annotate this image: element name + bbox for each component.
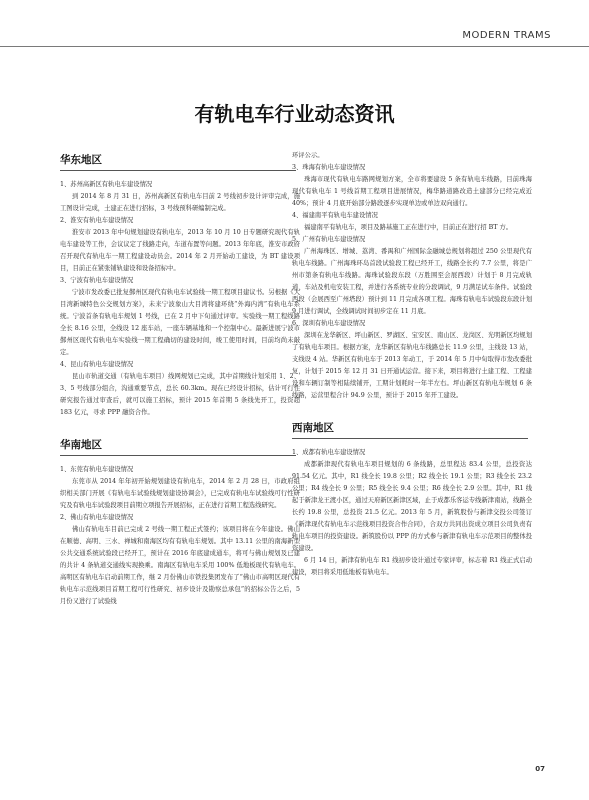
subheading: 3、珠海有轨电车建设情况	[292, 164, 366, 171]
subheading: 2、佛山有轨电车建设情况	[60, 514, 134, 521]
paragraph: 深圳在龙华新区、坪山新区、罗湖区、宝安区、南山区、龙岗区、光明新区均规划了有轨电车项目。根据方案，龙华新区有轨电车线路总长 11.9 公里，主线设 13 站，支线设 4 站。华新区有轨电车于 2013 年动工，于 2014 年 5 月中旬取得市发改委批复，计划于 2015 年 12 月 31 日开通试运营。接下来，项目将进行土建工程、工程建设和车辆订制等相陆续铺开，工期计划耗时一年半左右。坪山新区有轨电车规划 6 条线路，运营里程合计 94.9 公里，预计于 2015 年开工建设。	[292, 332, 532, 399]
paragraph: 佛山有轨电车目前已完成 2 号线一期工程正式签约；该项目将在今年建设。佛山在顺德、高明、三水、禅城和南海区均有有轨电车规划。其中 13.11 公里的南海新型公共交通系统试验段已经开工，预计在 2016 年底建成通车，将可与佛山规划及已建的共计 4 条轨道交通线实现换乘。南海区有轨电车采用 100% 低地板现代有轨电车。高明区有轨电车启动前期工作，继 2 月份佛山市铁投集团发布了“佛山市高明区现代有轨电车示范线项目首期工程可行性研究、初步设计及勘察总承包”的招标公告之后，5 月份又进行了试验线	[60, 526, 300, 605]
paragraph: 广州海珠区、增城、荔湾、番禺和广州国际金融城总规划将超过 250 公里现代有轨电车线路。广州海珠环岛首段试验段工程已经开工，线路全长约 7.7 公里，将是广州市第条有轨电车线路。海珠试验段东段（万胜围至会展西段）计划于 8 月完成轨道、车站及机电安装工程，并进行各系统专业的分段调试，9 月满足试车条件。试验段西段（会展西至广州塔段）预计到 11 月完成各项工程。海珠有轨电车试验段东段计划 9 月进行调试，全线调试时间初步定在 11 月底。	[292, 248, 532, 315]
subheading: 2、淮安有轨电车建设情况	[60, 217, 134, 224]
paragraph: 宁波市发改委已批复鄞州区现代有轨电车试验线一期工程项目建议书。另根据《大目湾新城特色公交规划方案》，未来宁波象山大目湾将建环绕“外海内湾”有轨电车系统。宁波首条有轨电车规划 1 号线，已在 2 月中下旬通过评审。实验线一期工程线路全长 8.16 公里，全线设 12 座车站，一座车辆基地和一个控制中心。最新进展宁波市鄞州区现代有轨电车实验线一期工程确切的建设时间，竣工使用时间，目前均尚未敲定。	[60, 289, 300, 356]
section-heading-south-china: 华南地区	[60, 437, 296, 456]
subheading: 4、昆山有轨电车建设情况	[60, 361, 134, 368]
subheading: 6、深圳有轨电车建设情况	[292, 320, 366, 327]
paragraph: 到 2014 年 8 月 31 日，苏州高新区有轨电车目前 2 号线初步设计评审完成，施工图设计完成，土建正在进行招标，3 号线预科研编制完成。	[60, 193, 300, 212]
running-header: MODERN TRAMS	[462, 30, 551, 41]
subheading: 5、广州有轨电车建设情况	[292, 236, 366, 243]
subheading: 4、福建南平有轨电车建设情况	[292, 212, 378, 219]
left-column	[60, 150, 300, 608]
paragraph: 东莞市从 2014 年年初开始规划建设有轨电车，2014 年 2 月 28 日，市政府组织相关部门开展《有轨电车试验线规划建设协调会》，已完成有轨电车试验线可行性研究及有轨电车试验段项目前期立项报告开展招标，正在进行首期工程选线研究。	[60, 478, 300, 509]
subheading: 3、宁波有轨电车建设情况	[60, 277, 134, 284]
paragraph-continued: 环评公示。	[292, 152, 324, 159]
page-title: 有轨电车行业动态资讯	[194, 102, 395, 126]
page-number: 07	[535, 765, 545, 773]
paragraph: 淮安市 2013 年中旬规划建设有轨电车，2013 年 10 月 10 日专题研究现代有轨电车建设等工作，会议议定了线路走向，车道布置等问题。2013 年年底，淮安市政府召开现代有轨电车一期工程建设动员会。2014 年 2 月开始动工建设，为 BT 建设项目，目前正在紧张铺轨建设和设备招标中。	[60, 229, 300, 272]
right-column	[292, 150, 532, 579]
paragraph: 昆山市轨道交通（有轨电车项目）线网规划已完成，其中首期线计划采用 1、2、3、5 号线部分组合，沟通重要节点，总长 60.3km。现在已经设计招标，估计可行性研究报告通过审查后，就可以施工招标，预计 2015 年首期 5 条线先开工，投资超 183 亿元，寻求 PPP 融资合作。	[60, 373, 300, 416]
section-heading-southwest: 西南地区	[292, 420, 528, 439]
paragraph: 福建南平有轨电车，项目及路基施工正在进行中，目前正在进行招 BT 方。	[304, 224, 513, 231]
paragraph: 6 月 14 日，新津有轨电车 R1 线初步设计通过专家评审，标志着 R1 线正式启动建设，项目将采用低地板有轨电车。	[292, 557, 532, 576]
paragraph: 成都新津现代有轨电车项目规划的 6 条线路，总里程达 83.4 公里，总投资达 91.54 亿元。其中，R1 线全长 19.8 公里；R2 线全长 19.1 公里；R3 线全长 23.2 公里；R4 线全长 9 公里；R5 线全长 9.4 公里；R6 线全长 2.9 公里。其中，R1 线起于新津龙王渡小区，通过天府新区新津区域，止于成都乐客运专线新津南站，线路全长约 19.8 公里，总投资 21.5 亿元。2013 年 5 月，新筑股份与新津交投公司签订《新津现代有轨电车示范线项目投资合作合同》，合双方共同出资成立项目公司负责有轨电车项目的投资建设。新筑股份以 PPP 的方式参与新津有轨电车示范项目的整体投资建设。	[292, 461, 532, 552]
subheading: 1、苏州高新区有轨电车建设情况	[60, 181, 153, 188]
subheading: 1、东莞有轨电车建设情况	[60, 466, 134, 473]
paragraph: 珠海市现代有轨电车路网规划方案，全市将要建设 5 条有轨电车线路，目前珠海现代有轨电车 1 号线首期工程项目进展情况，梅华路道路改造土建部分已经完成近 40%；预计 4 月底开始部分路段逐步实现单边或单边双向通行。	[292, 176, 532, 207]
section-heading-east-china: 华东地区	[60, 152, 296, 171]
header-rule	[0, 46, 589, 47]
subheading: 1、成都有轨电车建设情况	[292, 449, 366, 456]
